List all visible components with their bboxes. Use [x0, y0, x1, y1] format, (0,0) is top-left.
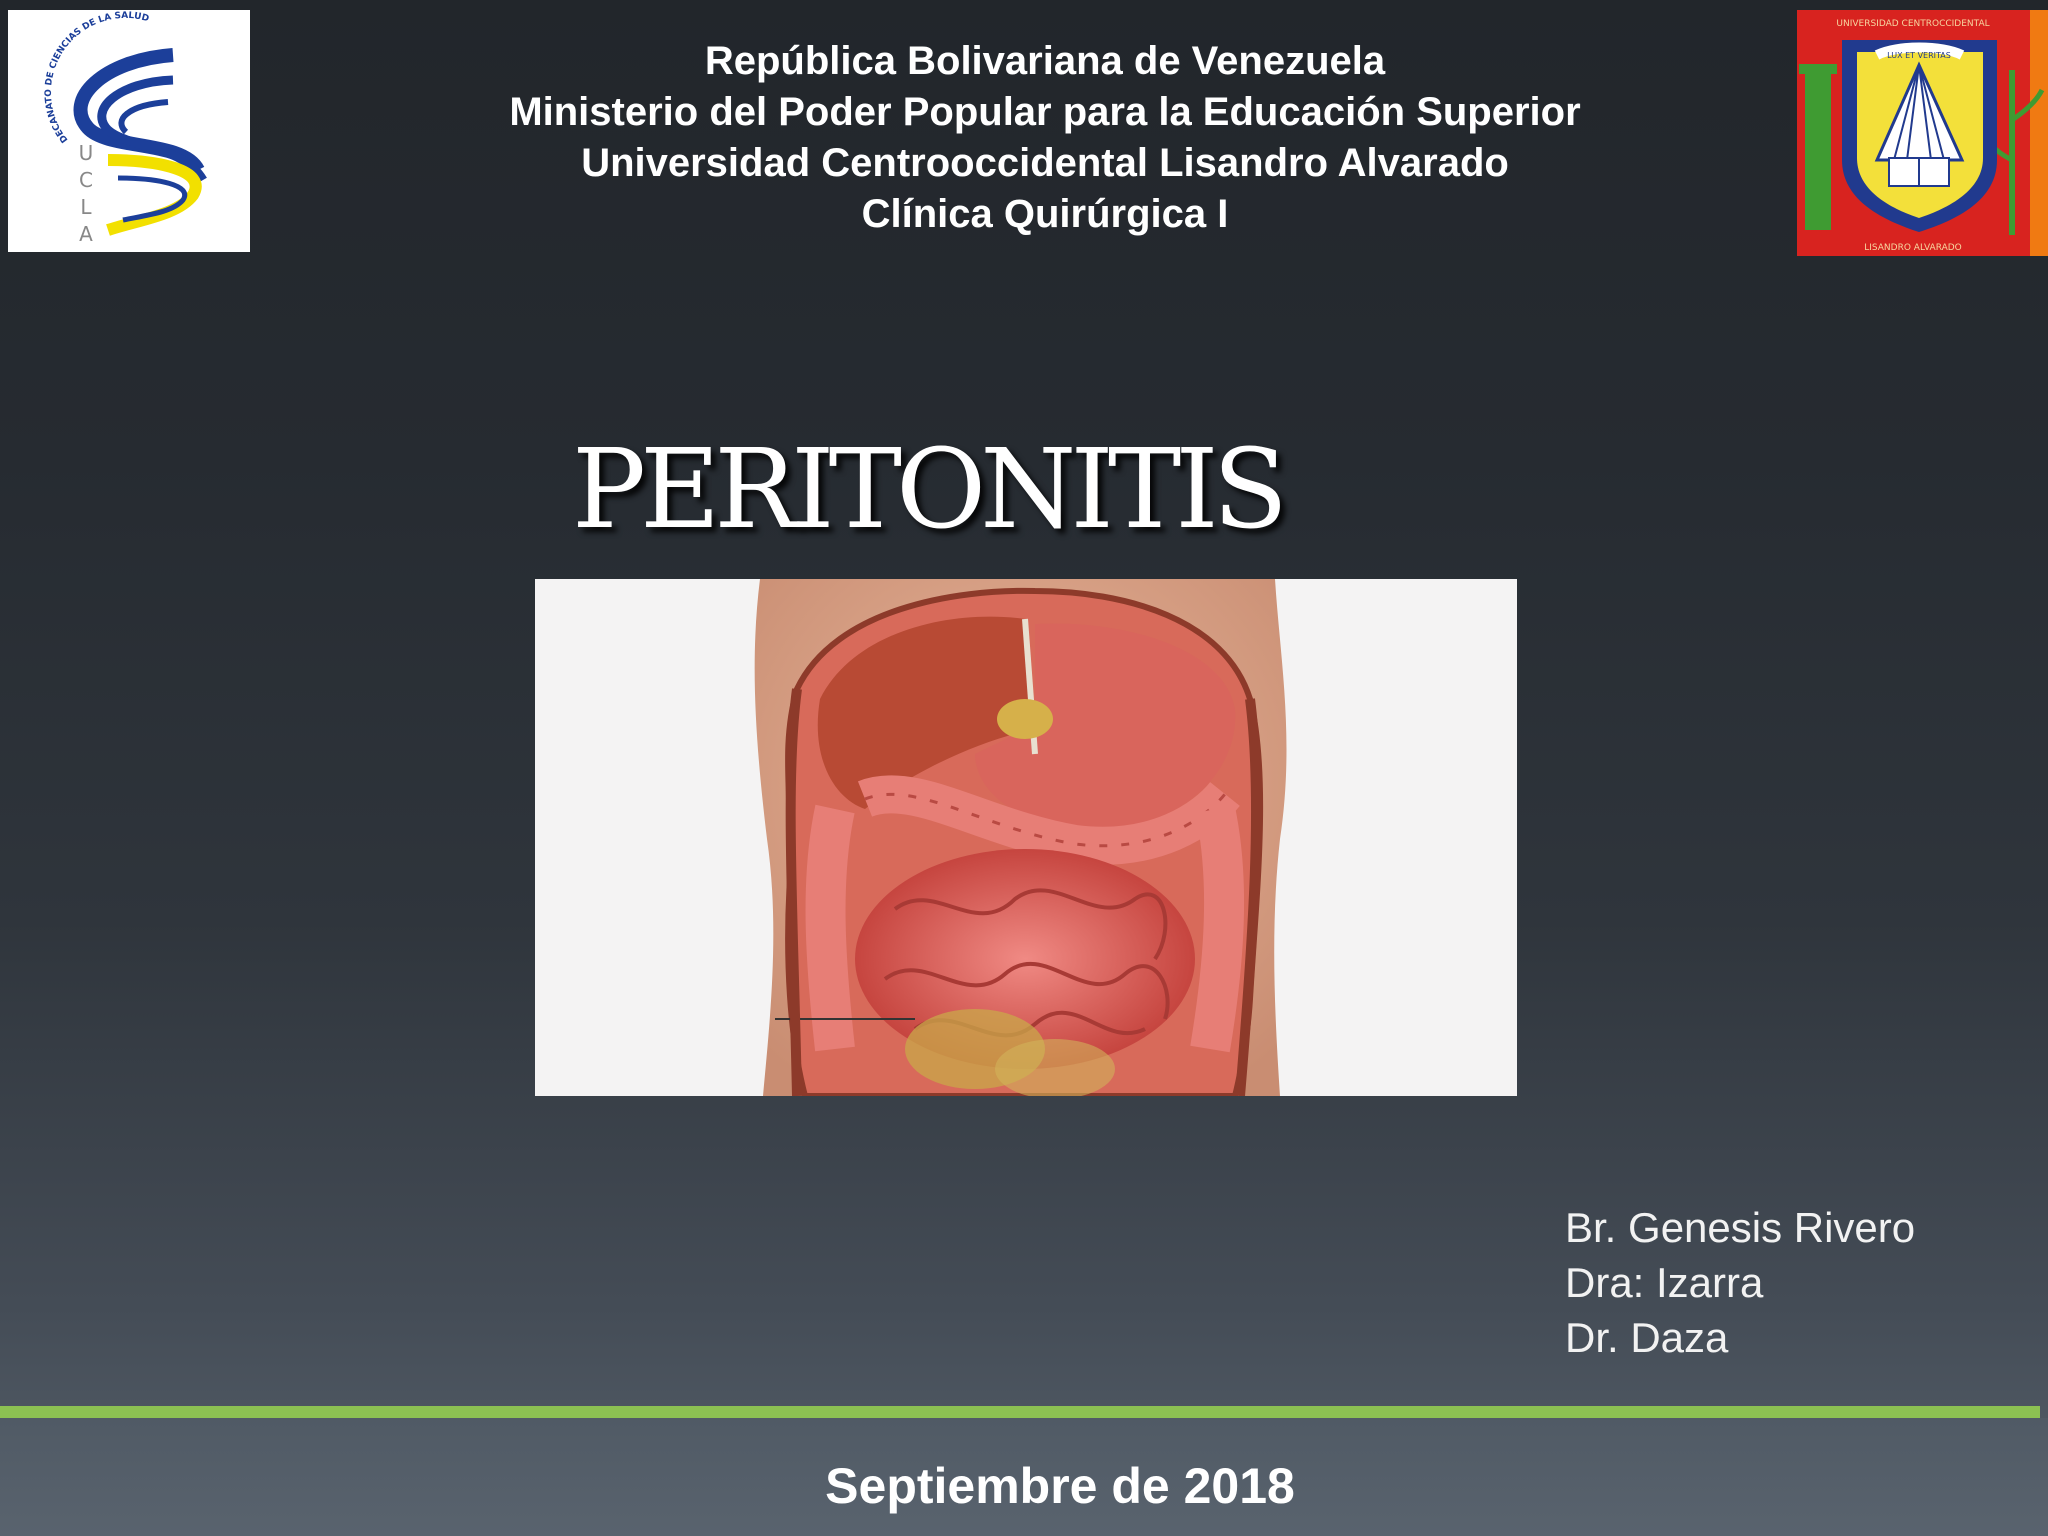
- header-line-ministry: Ministerio del Poder Popular para la Educación Superior: [509, 90, 1581, 134]
- logo-letter-l: L: [80, 195, 92, 219]
- ucla-health-logo: [8, 10, 250, 252]
- header-line-country: República Bolivariana de Venezuela: [704, 39, 1386, 83]
- authors-list: [1565, 1200, 1915, 1365]
- author-student: Br. Genesis Rivero: [1565, 1204, 1916, 1251]
- shield-top-text: UNIVERSIDAD CENTROCCIDENTAL: [1836, 19, 1990, 29]
- logo-letter-u: U: [78, 141, 94, 165]
- shield-bottom-text: LISANDRO ALVARADO: [1864, 243, 1962, 253]
- logo-letter-c: C: [79, 168, 93, 192]
- logo-letter-a: A: [79, 222, 93, 246]
- shield-motto: LUX ET VERITAS: [1887, 51, 1951, 60]
- header-line-university: Universidad Centrooccidental Lisandro Alvarado: [581, 141, 1509, 185]
- abdominal-anatomy-illustration-icon: [535, 579, 1517, 1096]
- shield-emblem-icon: [1797, 10, 2048, 256]
- presentation-date: Septiembre de 2018: [825, 1458, 1295, 1514]
- abdominal-anatomy-image: [535, 579, 1517, 1096]
- author-professor-1: Dra: Izarra: [1565, 1259, 1764, 1306]
- header-line-course: Clínica Quirúrgica I: [861, 192, 1229, 236]
- author-professor-2: Dr. Daza: [1565, 1314, 1729, 1361]
- ucla-swoosh-icon: [8, 10, 250, 252]
- slide-title: PERITONITIS: [572, 425, 1283, 553]
- footer-divider: [0, 1406, 2040, 1418]
- university-shield-logo: [1797, 10, 2048, 256]
- institution-header: [360, 36, 1730, 240]
- logo-ring-text: DECANATO DE CIENCIAS DE LA SALUD: [43, 10, 150, 145]
